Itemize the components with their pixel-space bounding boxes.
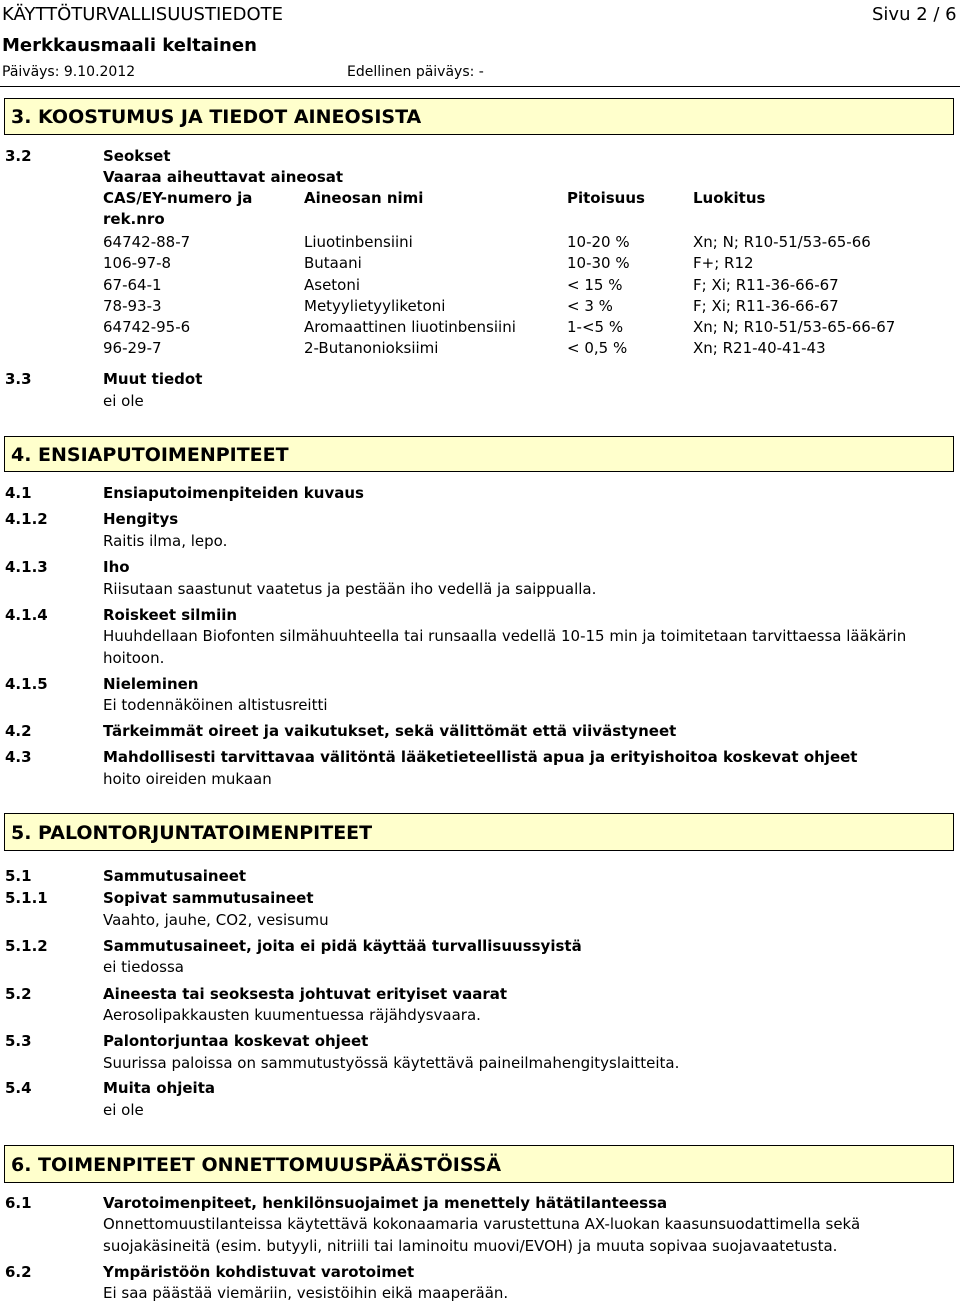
column-header-cas: CAS/EY-numero ja <box>103 189 253 207</box>
s5-item-text-row <box>0 911 960 932</box>
section-4-title: 4. ENSIAPUTOIMENPITEET <box>11 444 289 466</box>
section-6-header <box>4 1145 954 1183</box>
s4-item-text-row <box>0 627 960 648</box>
column-header-name: Aineosan nimi <box>304 189 424 207</box>
s4-item-row <box>0 484 960 505</box>
section-3-header <box>4 98 954 135</box>
s4-1-5-label: Nieleminen <box>103 675 199 693</box>
s3-3-text: ei ole <box>103 392 144 410</box>
s6-1-text: Onnettomuustilanteissa käytettävä kokonaamaria varustettuna AX-luokan kaasunsuodattimella sekä <box>103 1215 861 1233</box>
s5-4-label: Muita ohjeita <box>103 1079 215 1097</box>
s5-3-number: 5.3 <box>5 1032 32 1050</box>
s5-1-1-text: Vaahto, jauhe, CO2, vesisumu <box>103 911 329 929</box>
s4-item-row <box>0 675 960 696</box>
hazard-subheading: Vaaraa aiheuttavat aineosat <box>103 168 344 186</box>
concentration-cell: < 0,5 % <box>567 339 628 357</box>
s4-1-3-label: Iho <box>103 558 130 576</box>
s5-item-row <box>0 1079 960 1100</box>
concentration-cell: 1-<5 % <box>567 318 624 336</box>
cas-cell: 64742-95-6 <box>103 318 191 336</box>
s6-2-label: Ympäristöön kohdistuvat varotoimet <box>103 1263 415 1281</box>
s4-item-text-row <box>0 649 960 670</box>
section-5-title: 5. PALONTORJUNTATOIMENPITEET <box>11 822 373 844</box>
s5-item-text-row <box>0 1101 960 1122</box>
name-cell: Asetoni <box>304 276 361 294</box>
table-row <box>0 318 960 339</box>
s5-1-2-number: 5.1.2 <box>5 937 48 955</box>
s4-1-number: 4.1 <box>5 484 32 502</box>
product-name: Merkkausmaali keltainen <box>2 35 257 56</box>
s5-2-number: 5.2 <box>5 985 32 1003</box>
s5-2-text: Aerosolipakkausten kuumentuessa räjähdysvaara. <box>103 1006 481 1024</box>
table-row <box>0 254 960 275</box>
s6-1-number: 6.1 <box>5 1194 32 1212</box>
s6-item-row <box>0 1263 960 1284</box>
cas-cell: 64742-88-7 <box>103 233 191 251</box>
s5-4-text: ei ole <box>103 1101 144 1119</box>
classification-cell: Xn; N; R10-51/53-65-66 <box>693 233 871 251</box>
s4-1-2-number: 4.1.2 <box>5 510 48 528</box>
section-5-header <box>4 813 954 851</box>
s4-1-4-text-cont: hoitoon. <box>103 649 165 667</box>
s4-item-text-row <box>0 580 960 601</box>
concentration-cell: < 15 % <box>567 276 623 294</box>
s5-item-row <box>0 867 960 888</box>
s4-3-label: Mahdollisesti tarvittavaa välitöntä lääketieteellistä apua ja erityishoitoa koskevat ohjeet <box>103 748 858 766</box>
s4-item-text-row <box>0 696 960 717</box>
s4-3-number: 4.3 <box>5 748 32 766</box>
s3-3-text-row <box>0 392 960 413</box>
s4-item-text-row <box>0 770 960 791</box>
classification-cell: F+; R12 <box>693 254 754 272</box>
s6-item-row <box>0 1194 960 1215</box>
s4-1-5-text: Ei todennäköinen altistusreitti <box>103 696 328 714</box>
concentration-cell: < 3 % <box>567 297 613 315</box>
s3-3-label: Muut tiedot <box>103 370 203 388</box>
cas-cell: 67-64-1 <box>103 276 162 294</box>
column-header-cas-cont: rek.nro <box>103 210 165 228</box>
column-header-classification: Luokitus <box>693 189 766 207</box>
section-6-title: 6. TOIMENPITEET ONNETTOMUUSPÄÄSTÖISSÄ <box>11 1154 502 1176</box>
s4-1-4-label: Roiskeet silmiin <box>103 606 238 624</box>
table-header-row <box>0 189 960 210</box>
s4-2-label: Tärkeimmät oireet ja vaikutukset, sekä välittömät että viivästyneet <box>103 722 677 740</box>
table-row <box>0 276 960 297</box>
s4-item-row <box>0 558 960 579</box>
name-cell: Butaani <box>304 254 362 272</box>
s5-item-text-row <box>0 1006 960 1027</box>
section-4-header <box>4 436 954 472</box>
classification-cell: Xn; N; R10-51/53-65-66-67 <box>693 318 896 336</box>
previous-date: Edellinen päiväys: - <box>347 64 484 80</box>
s6-1-label: Varotoimenpiteet, henkilönsuojaimet ja menettely hätätilanteessa <box>103 1194 668 1212</box>
s5-1-1-label: Sopivat sammutusaineet <box>103 889 314 907</box>
s6-item-text-row <box>0 1237 960 1258</box>
s5-2-label: Aineesta tai seoksesta johtuvat erityiset vaarat <box>103 985 508 1003</box>
s5-3-text: Suurissa paloissa on sammutustyössä käytettävä paineilmahengityslaitteita. <box>103 1054 680 1072</box>
s4-1-2-text: Raitis ilma, lepo. <box>103 532 228 550</box>
classification-cell: F; Xi; R11-36-66-67 <box>693 297 839 315</box>
header-divider <box>0 86 960 87</box>
s4-1-4-number: 4.1.4 <box>5 606 48 624</box>
s4-item-row <box>0 748 960 769</box>
classification-cell: Xn; R21-40-41-43 <box>693 339 826 357</box>
concentration-cell: 10-20 % <box>567 233 630 251</box>
s5-1-1-number: 5.1.1 <box>5 889 48 907</box>
s6-2-number: 6.2 <box>5 1263 32 1281</box>
hazard-subheading-row <box>0 168 960 189</box>
name-cell: Aromaattinen liuotinbensiini <box>304 318 516 336</box>
s6-1-text-cont: suojakäsineitä (esim. butyyli, nitriili tai laminoitu muovi/EVOH) ja muuta sopivaa suojavaatetusta. <box>103 1237 838 1255</box>
s5-item-row <box>0 889 960 910</box>
s5-item-row <box>0 937 960 958</box>
s4-item-row <box>0 606 960 627</box>
table-header-cont-row <box>0 210 960 231</box>
s4-1-2-label: Hengitys <box>103 510 179 528</box>
cas-cell: 106-97-8 <box>103 254 172 272</box>
s3-3-row <box>0 370 960 391</box>
s4-2-number: 4.2 <box>5 722 32 740</box>
table-row <box>0 297 960 318</box>
s4-3-text: hoito oireiden mukaan <box>103 770 272 788</box>
page-number: Sivu 2 / 6 <box>872 4 957 25</box>
s4-1-3-number: 4.1.3 <box>5 558 48 576</box>
s3-2-row <box>0 147 960 168</box>
s5-4-number: 5.4 <box>5 1079 32 1097</box>
s6-item-text-row <box>0 1215 960 1236</box>
cas-cell: 96-29-7 <box>103 339 162 357</box>
s4-item-row <box>0 722 960 743</box>
s4-1-4-text: Huuhdellaan Biofonten silmähuuhteella tai runsaalla vedellä 10-15 min ja toimitetaan tarvittaessa lääkärin <box>103 627 907 645</box>
table-row <box>0 339 960 360</box>
s5-item-row <box>0 1032 960 1053</box>
table-row <box>0 233 960 254</box>
section-3-title: 3. KOOSTUMUS JA TIEDOT AINEOSISTA <box>11 106 422 128</box>
s4-item-row <box>0 510 960 531</box>
s5-item-row <box>0 985 960 1006</box>
s4-item-text-row <box>0 532 960 553</box>
classification-cell: F; Xi; R11-36-66-67 <box>693 276 839 294</box>
s5-1-2-text: ei tiedossa <box>103 958 184 976</box>
s5-1-2-label: Sammutusaineet, joita ei pidä käyttää turvallisuussyistä <box>103 937 582 955</box>
name-cell: Metyylietyyliketoni <box>304 297 446 315</box>
s5-1-label: Sammutusaineet <box>103 867 247 885</box>
name-cell: Liuotinbensiini <box>304 233 413 251</box>
issue-date: Päiväys: 9.10.2012 <box>2 64 136 80</box>
s5-item-text-row <box>0 958 960 979</box>
s4-1-3-text: Riisutaan saastunut vaatetus ja pestään iho vedellä ja saippualla. <box>103 580 597 598</box>
s3-2-number: 3.2 <box>5 147 32 165</box>
s5-3-label: Palontorjuntaa koskevat ohjeet <box>103 1032 369 1050</box>
concentration-cell: 10-30 % <box>567 254 630 272</box>
s4-1-label: Ensiaputoimenpiteiden kuvaus <box>103 484 364 502</box>
name-cell: 2-Butanonioksiimi <box>304 339 439 357</box>
s6-item-text-row <box>0 1284 960 1305</box>
column-header-concentration: Pitoisuus <box>567 189 645 207</box>
cas-cell: 78-93-3 <box>103 297 162 315</box>
s5-item-text-row <box>0 1054 960 1075</box>
s3-3-number: 3.3 <box>5 370 32 388</box>
s6-2-text: Ei saa päästää viemäriin, vesistöihin eikä maaperään. <box>103 1284 509 1302</box>
document-title: KÄYTTÖTURVALLISUUSTIEDOTE <box>2 4 284 25</box>
s4-1-5-number: 4.1.5 <box>5 675 48 693</box>
s5-1-number: 5.1 <box>5 867 32 885</box>
s3-2-label: Seokset <box>103 147 171 165</box>
